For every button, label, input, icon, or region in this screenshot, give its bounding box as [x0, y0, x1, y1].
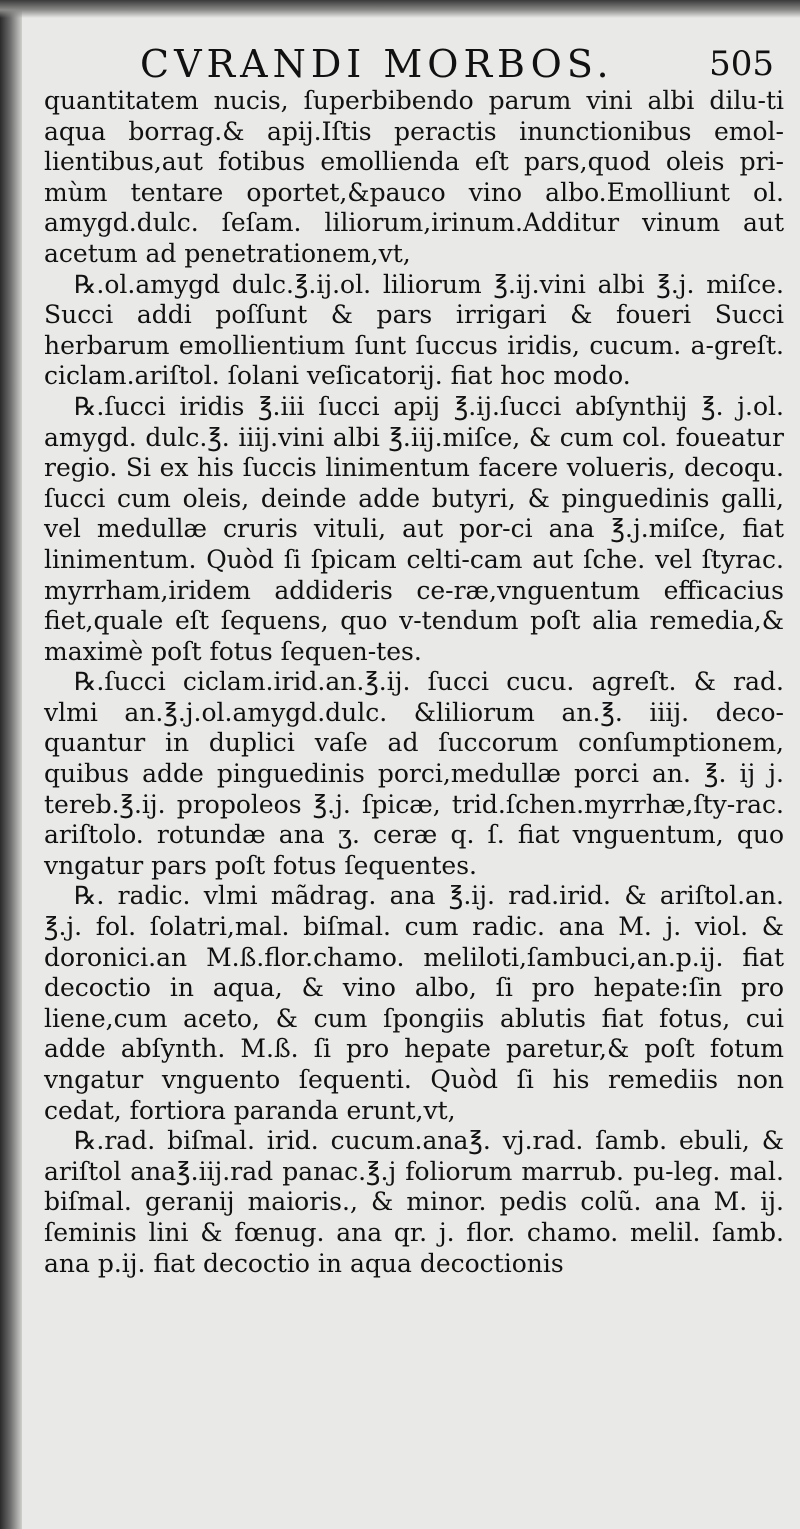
- paragraph-3: ℞.ſucci iridis ℥.iii ſucci apij ℥.ij.ſucci abſynthij ℥. j.ol. amygd. dulc.℥. iiij.vini albi ℥.iij.miſce, & cum col. foueatur regio. Si ex his ſuccis linimentum facere volueris, decoqu. ſucci cum oleis, deinde adde butyri, & pinguedinis galli, vel medullæ cruris vituli, aut por-ci ana ℥.j.miſce, fiat linimentum. Quòd ſi ſpicam celti-cam aut ſche. vel ſtyrac. myrrham,iridem addideris ce-ræ,vnguentum efficacius fiet,quale eſt ſequens, quo v-tendum poſt alia remedia,& maximè poſt fotus ſequen-tes.: [44, 391, 784, 666]
- paragraph-6: ℞.rad. biſmal. irid. cucum.ana℥. vj.rad. ſamb. ebuli, & ariſtol ana℥.iij.rad panac.℥.j foliorum marrub. pu-leg. mal. biſmal. geranij maioris., & minor. pedis colũ. ana M. ij. ſeminis lini & fœnug. ana qr. j. flor. chamo. melil. ſamb. ana p.ij. fiat decoctio in aqua decoctionis: [44, 1126, 784, 1278]
- paragraph-5: ℞. radic. vlmi mãdrag. ana ℥.ij. rad.irid. & ariſtol.an. ℥.j. fol. ſolatri,mal. biſmal. cum radic. ana M. j. viol. & doronici.an M.ß.flor.chamo. meliloti,ſambuci,an.p.ij. fiat decoctio in aqua, & vino albo, ſi pro hepate:ſin pro liene,cum aceto, & cum ſpongiis ablutis fiat fotus, cui adde abſynth. M.ß. ſi pro hepate paretur,& poſt fotum vngatur vnguento ſequenti. Quòd ſi his remediis non cedat, fortiora paranda erunt,vt,: [44, 881, 784, 1125]
- paragraph-2: ℞.ol.amygd dulc.℥.ij.ol. liliorum ℥.ij.vini albi ℥.j. miſce. Succi addi poſſunt & pars irrigari & foueri Succi herbarum emollientium ſunt ſuccus iridis, cucum. a-greſt. ciclam.ariſtol. ſolani veſicatorij. fiat hoc modo.: [44, 269, 784, 391]
- main-text: [44, 86, 784, 1279]
- paragraph-1: quantitatem nucis, ſuperbibendo parum vini albi dilu-ti aqua borrag.& apij.Iſtis peractis inunctionibus emol-lientibus,aut fotibus emollienda eſt pars,quod oleis pri-mùm tentare oportet,&pauco vino albo.Emolliunt ol. amygd.dulc. ſeſam. liliorum,irinum.Additur vinum aut acetum ad penetrationem,vt,: [44, 86, 784, 268]
- running-title: CVRANDI MORBOS.: [140, 42, 614, 86]
- spine-shadow: [0, 0, 22, 1529]
- paragraph-4: ℞.ſucci ciclam.irid.an.℥.ij. ſucci cucu. agreſt. & rad. vlmi an.℥.j.ol.amygd.dulc. &liliorum an.℥. iiij. deco-quantur in duplici vaſe ad ſuccorum conſumptionem, quibus adde pinguedinis porci,medullæ porci an. ℥. ij j. tereb.℥.ij. propoleos ℥.j. ſpicæ, trid.ſchen.myrrhæ,ſty-rac. ariſtolo. rotundæ ana ʒ. ceræ q. ſ. fiat vnguentum, quo vngatur pars poſt fotus ſequentes.: [44, 667, 784, 880]
- page-number: 505: [709, 44, 774, 84]
- top-edge-shadow: [0, 0, 800, 18]
